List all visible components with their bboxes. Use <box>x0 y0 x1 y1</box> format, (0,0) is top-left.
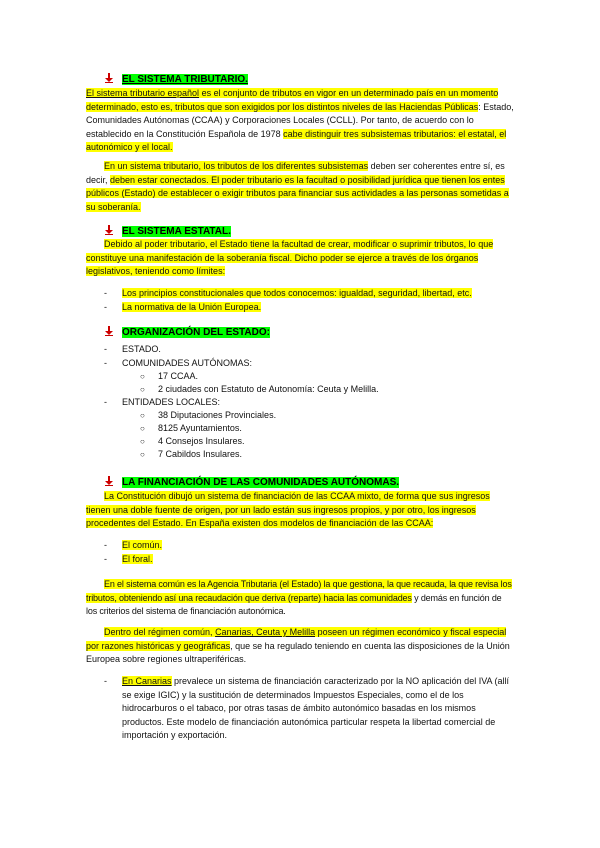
heading-sistema-tributario <box>104 72 248 87</box>
text-run: deben estar conectados <box>110 174 207 185</box>
heading-text: ORGANIZACIÓN DEL ESTADO: <box>122 327 270 338</box>
dash-bullet: - <box>104 397 107 407</box>
circle-bullet-icon: ○ <box>140 411 145 420</box>
dash-bullet: - <box>104 288 107 298</box>
text-run: : Estado, Comunidades Autónomas (CCAA) y Corporaciones Locales (CCLL). Por tanto, de acuerdo con lo establecido en la Constitución Española de 1978 <box>86 101 514 139</box>
dash-bullet: - <box>104 302 107 312</box>
red-down-arrow-icon <box>104 225 114 235</box>
paragraph-sistema-tributario-definicion <box>86 87 514 155</box>
circle-bullet-icon: ○ <box>140 450 145 459</box>
list-item-text: El común. <box>122 540 163 550</box>
heading-sistema-estatal <box>104 224 231 239</box>
circle-bullet-icon: ○ <box>140 372 145 381</box>
text-run: El sistema tributario español <box>86 88 200 98</box>
text-run: En el sistema común es la Agencia Tributaria (el Estado) la que gestiona, la que recauda, la que revisa los tributos, obteniendo así una recaudación que deriva (reparte) hacia las comunidades <box>86 579 512 603</box>
circle-bullet-icon: ○ <box>140 385 145 394</box>
sub-list-item-text: 38 Diputaciones Provinciales. <box>158 410 277 420</box>
dash-bullet: - <box>104 358 107 368</box>
list-item-text: La normativa de la Unión Europea. <box>122 302 262 312</box>
text-run: cabe distinguir tres subsistemas tributarios: el estatal, el autonómico y el local. <box>86 128 507 153</box>
sub-list-item-text: 2 ciudades con Estatuto de Autonomía: Ceuta y Melilla. <box>158 384 379 394</box>
dash-bullet: - <box>104 344 107 354</box>
text-run: Canarias, Ceuta y Melilla <box>215 627 316 637</box>
text-run: poseen un régimen económico y fiscal especial por razones históricas y geográficas <box>86 627 507 651</box>
paragraph-subsistemas <box>86 160 514 214</box>
text-run: y demás en función de los criterios del sistema de financiación autonómica. <box>86 592 502 617</box>
list-item-text: Los principios constitucionales que todos conocemos: igualdad, seguridad, libertad, etc. <box>122 288 472 298</box>
sub-list-item-text: 7 Cabildos Insulares. <box>158 449 243 459</box>
red-down-arrow-icon <box>104 476 114 486</box>
text-run: La Constitución dibujó un sistema de financiación de las CCAA mixto, de forma que sus ingresos tienen una doble fuente de origen, por un lado están sus ingresos propios, y por otro, los ingresos procedentes del Estado. En España existen dos modelos de financiación de las CCAA: <box>86 491 490 529</box>
red-down-arrow-icon <box>104 326 114 336</box>
dash-bullet: - <box>104 554 107 564</box>
sub-list-item-text: 8125 Ayuntamientos. <box>158 423 242 433</box>
heading-financiacion-ccaa <box>104 475 399 490</box>
dash-bullet: - <box>104 676 107 686</box>
text-run: En Canarias <box>122 676 172 686</box>
sub-list-item-text: 17 CCAA. <box>158 371 199 381</box>
text-run: En un sistema tributario, los tributos de los diferentes subsistemas <box>104 161 369 171</box>
text-run: Debido al poder tributario, el Estado tiene la facultad de crear, modificar o suprimir tributos, lo que constituye una manifestación de la soberanía fiscal. Dicho poder se ejerce a través de los órganos legislativos, teniendo como límites: <box>86 239 494 277</box>
heading-text: EL SISTEMA TRIBUTARIO. <box>122 74 248 85</box>
heading-organizacion-estado <box>104 325 270 340</box>
list-item-text: ENTIDADES LOCALES: <box>122 397 221 407</box>
paragraph-poder-tributario <box>86 238 514 279</box>
list-item-text: El foral. <box>122 554 153 564</box>
list-item-text: COMUNIDADES AUTÓNOMAS: <box>122 358 253 368</box>
heading-text: LA FINANCIACIÓN DE LAS COMUNIDADES AUTÓNOMAS. <box>122 477 400 488</box>
list-item-text: ESTADO. <box>122 344 161 354</box>
red-down-arrow-icon <box>104 73 114 83</box>
text-run: es el conjunto de tributos en vigor en un determinado país en un momento determinado, esto es, tributos que son exigidos por los distintos niveles de las Haciendas Públicas <box>86 88 499 112</box>
sub-list-item-text: 4 Consejos Insulares. <box>158 436 245 446</box>
circle-bullet-icon: ○ <box>140 424 145 433</box>
dash-bullet: - <box>104 540 107 550</box>
text-run: . El poder tributario es la facultad o posibilidad jurídica que tienen los entes públicos (Estado) de establecer o exigir tributos para financiar sus actividades a las personas sometidas a su soberanía. <box>86 174 509 212</box>
paragraph-sistema-comun <box>86 578 514 619</box>
text-run: , que se ha regulado teniendo en cuenta las disposiciones de la Unión Europea sobre regiones ultraperiféricas. <box>86 640 510 665</box>
text-run: prevalece un sistema de financiación caracterizado por la NO aplicación del IVA (allí se exige IGIC) y la sustitución de determinados Impuestos Especiales, como el de los hidrocarburos o el tabaco, por otras tasas de ámbito autonómico basadas en los mismos productos. Este modelo de financiación autonómica particular respeta la libertad comercial de importación y exportación. <box>122 676 510 741</box>
paragraph-financiacion-mixta <box>86 490 514 531</box>
circle-bullet-icon: ○ <box>140 437 145 446</box>
heading-text: EL SISTEMA ESTATAL. <box>122 226 231 237</box>
paragraph-regimen-especial <box>86 626 514 667</box>
text-run: Dentro del régimen común, <box>104 627 216 637</box>
text-run: deben ser coherentes entre sí, es decir, <box>86 161 505 185</box>
